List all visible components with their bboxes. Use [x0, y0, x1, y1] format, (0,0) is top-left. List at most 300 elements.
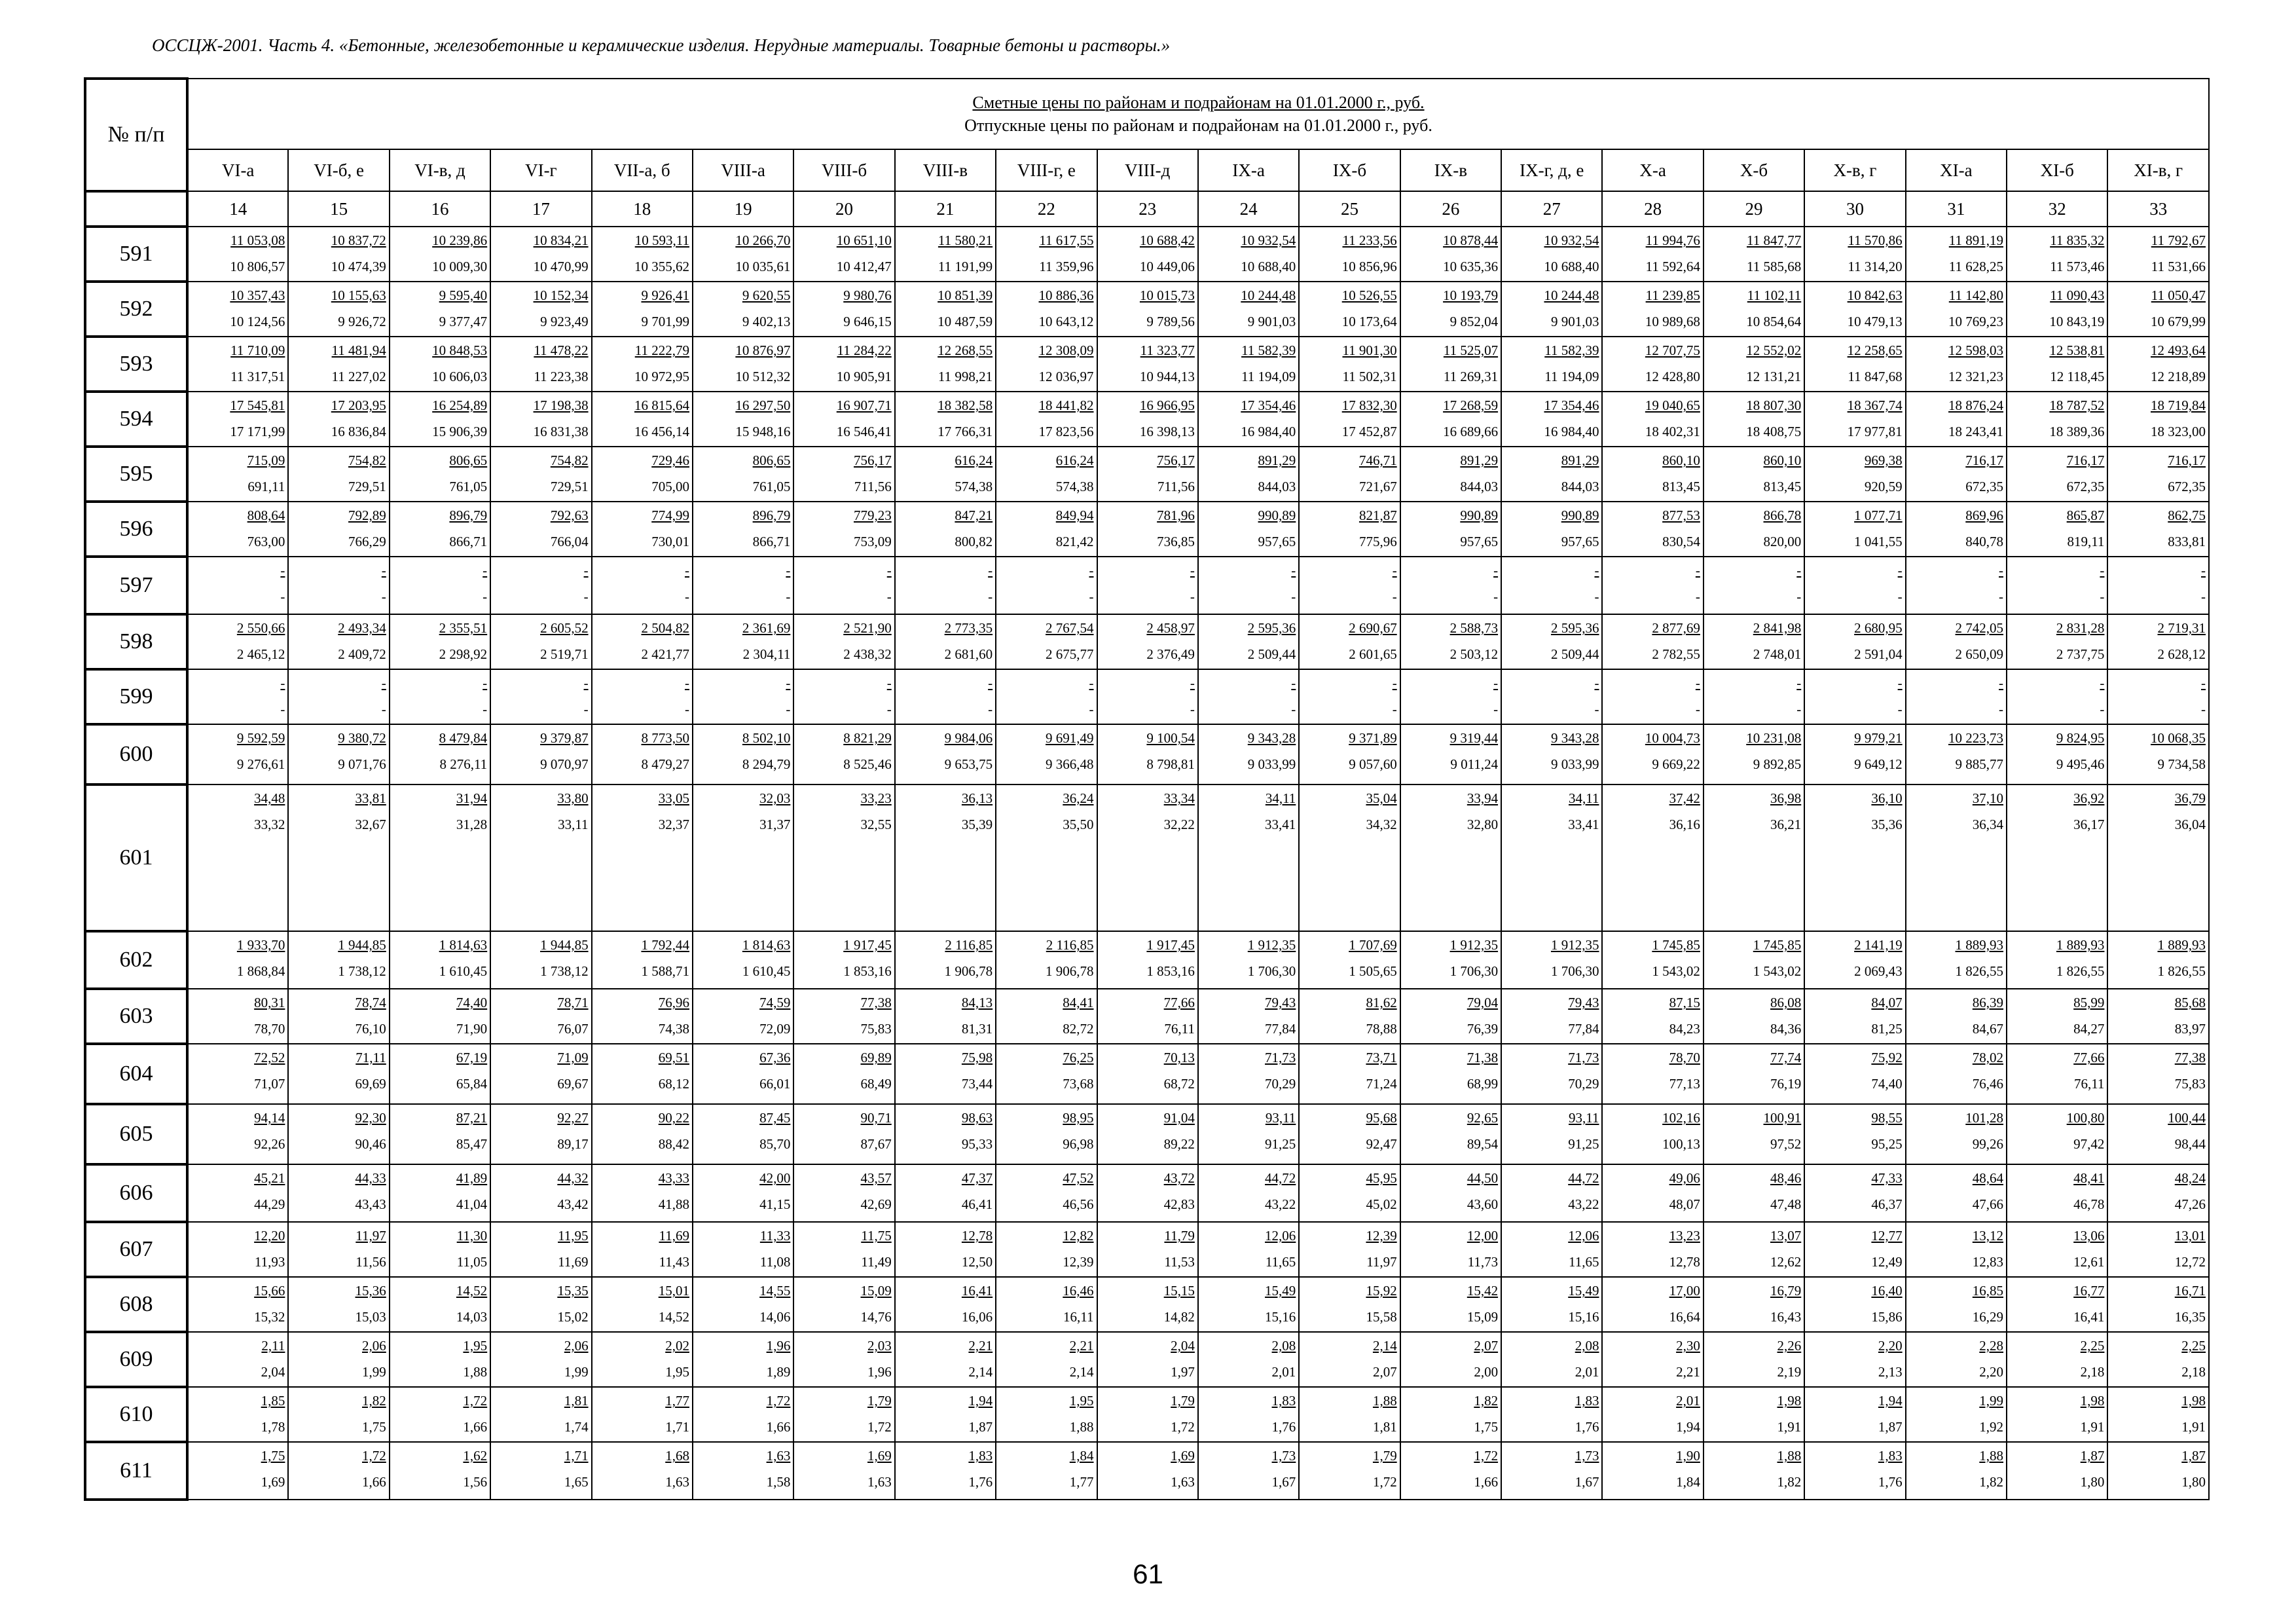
item-number: 600 — [85, 724, 187, 784]
estimated-price: 11 323,77 — [1140, 342, 1195, 358]
release-price: 32,67 — [355, 817, 386, 832]
release-price: 1 738,12 — [338, 963, 386, 979]
estimated-price: 75,98 — [961, 1050, 993, 1065]
release-price: 9 057,60 — [1349, 756, 1397, 772]
estimated-price: - — [988, 675, 993, 691]
price-cell — [1501, 282, 1602, 337]
price-cell — [1299, 282, 1400, 337]
estimated-price: 2 742,05 — [1955, 620, 2004, 636]
price-cell — [288, 557, 389, 614]
estimated-price: 91,04 — [1163, 1110, 1195, 1126]
release-price: 16 456,14 — [634, 424, 689, 439]
estimated-price: 36,79 — [2174, 790, 2206, 806]
release-price: 15,58 — [1366, 1309, 1397, 1325]
price-cell — [1704, 1222, 1804, 1277]
release-price: 77,13 — [1669, 1076, 1700, 1092]
estimated-price: 1,87 — [2181, 1448, 2206, 1464]
price-cell — [2007, 931, 2107, 989]
price-cell — [187, 282, 288, 337]
release-price: 1 588,71 — [641, 963, 689, 979]
estimated-price: - — [381, 675, 386, 691]
release-price: 9 789,56 — [1146, 314, 1195, 329]
estimated-price: 8 773,50 — [641, 730, 689, 746]
estimated-price: 18 787,52 — [2049, 397, 2105, 413]
price-cell — [1906, 669, 2007, 724]
release-price: 43,22 — [1568, 1196, 1599, 1212]
estimated-price: 48,46 — [1770, 1170, 1802, 1186]
release-price: 8 525,46 — [843, 756, 892, 772]
column-number: 19 — [693, 191, 793, 227]
estimated-price: 102,16 — [1662, 1110, 1700, 1126]
release-price: 88,42 — [658, 1136, 689, 1152]
release-price: 15,86 — [1871, 1309, 1903, 1325]
estimated-price: 1 912,35 — [1550, 937, 1599, 953]
price-cell — [288, 392, 389, 447]
price-cell — [2107, 392, 2209, 447]
release-price: 11,73 — [1467, 1254, 1499, 1270]
price-cell — [1906, 724, 2007, 784]
estimated-price: 87,45 — [759, 1110, 791, 1126]
price-cell — [390, 1164, 490, 1222]
release-price: 766,29 — [348, 534, 386, 549]
price-cell — [1804, 447, 1905, 502]
estimated-price: 862,75 — [2168, 507, 2206, 523]
estimated-price: 1 077,71 — [1854, 507, 1903, 523]
release-price: 82,72 — [1063, 1021, 1094, 1037]
price-cell — [793, 392, 894, 447]
estimated-price: 9 380,72 — [338, 730, 386, 746]
price-cell — [1602, 1332, 1703, 1387]
release-price: - — [583, 589, 589, 604]
estimated-price: 716,17 — [1965, 452, 2004, 468]
estimated-price: 2,21 — [968, 1338, 993, 1354]
price-cell — [2107, 502, 2209, 557]
price-cell — [592, 614, 693, 669]
release-price: 820,00 — [1763, 534, 1802, 549]
release-price: 2,18 — [2080, 1364, 2105, 1380]
release-price: 14,76 — [860, 1309, 892, 1325]
price-cell — [996, 447, 1097, 502]
price-cell — [1906, 931, 2007, 989]
estimated-price: 10 004,73 — [1645, 730, 1700, 746]
estimated-price: 990,89 — [1258, 507, 1296, 523]
estimated-price: 9 979,21 — [1854, 730, 1903, 746]
release-price: 9 923,49 — [540, 314, 589, 329]
release-price: - — [1089, 589, 1094, 604]
price-cell — [895, 392, 996, 447]
item-number: 599 — [85, 669, 187, 724]
estimated-price: 2,11 — [261, 1338, 285, 1354]
release-price: 10 355,62 — [634, 259, 689, 274]
price-cell — [288, 669, 389, 724]
estimated-price: 93,11 — [1265, 1110, 1296, 1126]
estimated-price: 12 538,81 — [2049, 342, 2105, 358]
release-price: 15 948,16 — [735, 424, 791, 439]
price-cell — [1602, 447, 1703, 502]
estimated-price: 8 479,84 — [439, 730, 488, 746]
estimated-price: 80,31 — [254, 995, 285, 1010]
price-cell — [592, 282, 693, 337]
release-price: - — [280, 589, 285, 604]
price-cell — [793, 447, 894, 502]
estimated-price: 92,27 — [557, 1110, 589, 1126]
estimated-price: - — [1493, 563, 1499, 578]
price-cell — [288, 502, 389, 557]
release-price: 957,65 — [1258, 534, 1296, 549]
release-price: 813,45 — [1662, 479, 1700, 494]
estimated-price: 13,01 — [2174, 1228, 2206, 1244]
price-cell — [288, 1104, 389, 1164]
price-cell — [895, 614, 996, 669]
price-cell — [996, 282, 1097, 337]
price-cell — [793, 282, 894, 337]
price-cell — [592, 1044, 693, 1104]
price-cell — [390, 447, 490, 502]
estimated-price: 10 593,11 — [634, 232, 689, 248]
table-row — [85, 337, 2209, 392]
release-price: 705,00 — [651, 479, 689, 494]
estimated-price: 10 193,79 — [1443, 287, 1499, 303]
price-cell — [2107, 1387, 2209, 1442]
release-price: 95,25 — [1871, 1136, 1903, 1152]
estimated-price: 16,79 — [1770, 1283, 1802, 1299]
release-price: 844,03 — [1460, 479, 1499, 494]
estimated-price: 1,98 — [2181, 1393, 2206, 1409]
price-cell — [187, 784, 288, 931]
release-price: 46,56 — [1063, 1196, 1094, 1212]
price-cell — [187, 557, 288, 614]
estimated-price: 12,06 — [1265, 1228, 1296, 1244]
release-price: - — [786, 701, 791, 717]
table-row — [85, 282, 2209, 337]
estimated-price: 75,92 — [1871, 1050, 1903, 1065]
estimated-price: 1,72 — [362, 1448, 386, 1464]
column-number: 25 — [1299, 191, 1400, 227]
estimated-price: 808,64 — [247, 507, 285, 523]
price-cell — [390, 1044, 490, 1104]
release-price: 76,07 — [557, 1021, 589, 1037]
item-number: 610 — [85, 1387, 187, 1442]
price-cell — [1400, 1387, 1501, 1442]
estimated-price: 2,08 — [1575, 1338, 1599, 1354]
release-price: 1 738,12 — [540, 963, 589, 979]
price-cell — [2107, 1332, 2209, 1387]
price-cell — [793, 1277, 894, 1332]
price-cell — [1501, 447, 1602, 502]
price-cell — [693, 227, 793, 282]
table-row — [85, 227, 2209, 282]
price-cell — [996, 669, 1097, 724]
table-title-row — [85, 79, 2209, 149]
release-price: 10 905,91 — [836, 369, 892, 384]
release-price: 2 409,72 — [338, 646, 386, 662]
release-price: 10 944,13 — [1139, 369, 1195, 384]
column-number: 24 — [1198, 191, 1299, 227]
region-header: VI-г — [490, 149, 591, 191]
estimated-price: - — [1897, 675, 1903, 691]
release-price: 11,97 — [1366, 1254, 1397, 1270]
price-cell — [996, 502, 1097, 557]
price-cell — [490, 784, 591, 931]
price-cell — [693, 392, 793, 447]
price-cell — [490, 557, 591, 614]
estimated-price: 11 053,08 — [230, 232, 285, 248]
price-cell — [1602, 669, 1703, 724]
release-price: 87,67 — [860, 1136, 892, 1152]
release-price: 10 688,40 — [1544, 259, 1599, 274]
release-price: 10 679,99 — [2151, 314, 2206, 329]
release-price: 1,76 — [1878, 1474, 1903, 1490]
price-cell — [390, 392, 490, 447]
release-price: - — [1291, 701, 1296, 717]
estimated-price: 754,82 — [348, 452, 386, 468]
price-cell — [1299, 502, 1400, 557]
release-price: 18 402,31 — [1645, 424, 1700, 439]
release-price: 74,40 — [1871, 1076, 1903, 1092]
price-cell — [996, 1044, 1097, 1104]
price-cell — [895, 784, 996, 931]
release-price: 99,26 — [1972, 1136, 2004, 1152]
release-price: - — [1796, 701, 1802, 717]
price-cell — [1400, 1104, 1501, 1164]
release-price: 1 706,30 — [1247, 963, 1296, 979]
item-number: 591 — [85, 227, 187, 282]
estimated-price: 36,10 — [1871, 790, 1903, 806]
release-price: 1,67 — [1575, 1474, 1599, 1490]
estimated-price: 48,41 — [2073, 1170, 2105, 1186]
release-price: - — [1089, 701, 1094, 717]
estimated-price: 1 889,93 — [1955, 937, 2004, 953]
estimated-price: 877,53 — [1662, 507, 1700, 523]
estimated-price: 2 550,66 — [236, 620, 285, 636]
release-price: - — [2100, 589, 2105, 604]
estimated-price: 11 284,22 — [837, 342, 892, 358]
price-cell — [1602, 337, 1703, 392]
estimated-price: 79,04 — [1467, 995, 1499, 1010]
price-cell — [1704, 724, 1804, 784]
item-number: 592 — [85, 282, 187, 337]
estimated-price: 1,96 — [766, 1338, 791, 1354]
region-header: IX-г, д, е — [1501, 149, 1602, 191]
estimated-price: 41,89 — [456, 1170, 488, 1186]
release-price: 18 323,00 — [2151, 424, 2206, 439]
release-price: 1 041,55 — [1854, 534, 1903, 549]
release-price: 1,74 — [564, 1419, 589, 1435]
estimated-price: 12 258,65 — [1847, 342, 1903, 358]
release-price: 2,18 — [2181, 1364, 2206, 1380]
release-price: 2 069,43 — [1854, 963, 1903, 979]
item-number: 606 — [85, 1164, 187, 1222]
release-price: 10 470,99 — [533, 259, 589, 274]
price-cell — [490, 1442, 591, 1500]
release-price: 9 701,99 — [641, 314, 689, 329]
release-price: 813,45 — [1763, 479, 1802, 494]
price-cell — [288, 282, 389, 337]
estimated-price: 1,63 — [766, 1448, 791, 1464]
price-cell — [1400, 227, 1501, 282]
price-cell — [2007, 557, 2107, 614]
release-price: 11 194,09 — [1544, 369, 1599, 384]
estimated-price: 1 814,63 — [742, 937, 791, 953]
release-price: 17 171,99 — [230, 424, 285, 439]
estimated-price: 1,79 — [1372, 1448, 1397, 1464]
table-row — [85, 1222, 2209, 1277]
estimated-price: 11,33 — [759, 1228, 791, 1244]
estimated-price: 10 842,63 — [1847, 287, 1903, 303]
price-cell — [793, 724, 894, 784]
estimated-price: 84,41 — [1063, 995, 1094, 1010]
price-cell — [490, 614, 591, 669]
price-cell — [1501, 1332, 1602, 1387]
estimated-price: 16 254,89 — [432, 397, 488, 413]
item-number: 609 — [85, 1332, 187, 1387]
release-price: 81,31 — [961, 1021, 993, 1037]
release-price: 74,38 — [658, 1021, 689, 1037]
estimated-price: 93,11 — [1568, 1110, 1599, 1126]
estimated-price: 10 155,63 — [331, 287, 386, 303]
price-cell — [1198, 282, 1299, 337]
estimated-price: 2 361,69 — [742, 620, 791, 636]
price-cell — [2007, 1044, 2107, 1104]
price-cell — [895, 669, 996, 724]
release-price: - — [886, 589, 892, 604]
price-cell — [390, 227, 490, 282]
release-price: 76,46 — [1972, 1076, 2004, 1092]
price-cell — [390, 784, 490, 931]
estimated-price: 12,39 — [1366, 1228, 1397, 1244]
region-header: IX-а — [1198, 149, 1299, 191]
price-cell — [1906, 1044, 2007, 1104]
release-price: - — [1392, 701, 1397, 717]
price-cell — [1299, 392, 1400, 447]
price-cell — [288, 614, 389, 669]
release-price: 16 831,38 — [533, 424, 589, 439]
release-price: 1,78 — [261, 1419, 285, 1435]
estimated-price: 2,01 — [1676, 1393, 1700, 1409]
estimated-price: 1,75 — [261, 1448, 285, 1464]
estimated-price: 43,72 — [1163, 1170, 1195, 1186]
release-price: 9 276,61 — [236, 756, 285, 772]
estimated-price: 1,88 — [1979, 1448, 2004, 1464]
release-price: 9 070,97 — [540, 756, 589, 772]
price-cell — [288, 989, 389, 1044]
release-price: 16,41 — [2073, 1309, 2105, 1325]
price-cell — [1602, 1104, 1703, 1164]
estimated-price: 44,32 — [557, 1170, 589, 1186]
price-cell — [288, 784, 389, 931]
release-price: 711,56 — [1157, 479, 1195, 494]
release-price: 31,28 — [456, 817, 488, 832]
table-row — [85, 502, 2209, 557]
price-cell — [2007, 337, 2107, 392]
estimated-price: - — [583, 563, 589, 578]
release-price: 17 766,31 — [938, 424, 993, 439]
estimated-price: 15,15 — [1163, 1283, 1195, 1299]
price-cell — [1501, 1044, 1602, 1104]
estimated-price: 98,63 — [961, 1110, 993, 1126]
estimated-price: 17,00 — [1669, 1283, 1700, 1299]
release-price: - — [1190, 701, 1195, 717]
region-header: VIII-д — [1097, 149, 1198, 191]
price-cell — [1097, 784, 1198, 931]
release-price: 11,69 — [558, 1254, 589, 1270]
release-price: 10 989,68 — [1645, 314, 1700, 329]
estimated-price: 1,85 — [261, 1393, 285, 1409]
estimated-price: - — [583, 675, 589, 691]
price-cell — [1299, 1277, 1400, 1332]
price-cell — [1299, 784, 1400, 931]
release-price: 68,72 — [1163, 1076, 1195, 1092]
estimated-price: 67,36 — [759, 1050, 791, 1065]
estimated-price: 43,57 — [860, 1170, 892, 1186]
release-price: 1,87 — [968, 1419, 993, 1435]
estimated-price: 990,89 — [1460, 507, 1499, 523]
release-price: 800,82 — [955, 534, 993, 549]
release-price: 71,24 — [1366, 1076, 1397, 1092]
price-cell — [793, 989, 894, 1044]
estimated-price: - — [1493, 675, 1499, 691]
price-cell — [2007, 1277, 2107, 1332]
price-cell — [793, 669, 894, 724]
price-cell — [1097, 1164, 1198, 1222]
estimated-price: - — [1999, 563, 2004, 578]
estimated-price: 2 493,34 — [338, 620, 386, 636]
region-header: X-в, г — [1804, 149, 1905, 191]
estimated-price: 716,17 — [2066, 452, 2105, 468]
release-price: 1,95 — [665, 1364, 689, 1380]
price-cell — [2107, 1277, 2209, 1332]
estimated-price: 2,07 — [1474, 1338, 1499, 1354]
estimated-price: 806,65 — [449, 452, 488, 468]
estimated-price: 73,71 — [1366, 1050, 1397, 1065]
price-cell — [592, 931, 693, 989]
release-price: 33,41 — [1265, 817, 1296, 832]
estimated-price: 2 504,82 — [641, 620, 689, 636]
estimated-price: 87,21 — [456, 1110, 488, 1126]
item-number: 608 — [85, 1277, 187, 1332]
release-price: 9 646,15 — [843, 314, 892, 329]
estimated-price: 100,44 — [2168, 1110, 2206, 1126]
estimated-price: 94,14 — [254, 1110, 285, 1126]
price-cell — [1299, 1164, 1400, 1222]
price-cell — [1400, 502, 1501, 557]
estimated-price: 990,89 — [1561, 507, 1599, 523]
release-price: 1,76 — [1271, 1419, 1296, 1435]
price-cell — [1804, 784, 1905, 931]
release-price: 11,43 — [659, 1254, 689, 1270]
price-cell — [1299, 447, 1400, 502]
estimated-price: 12 268,55 — [938, 342, 993, 358]
release-price: 10 412,47 — [836, 259, 892, 274]
estimated-price: 11 994,76 — [1645, 232, 1700, 248]
release-price: 1,99 — [362, 1364, 386, 1380]
price-cell — [1400, 989, 1501, 1044]
estimated-price: 16,85 — [1972, 1283, 2004, 1299]
price-cell — [895, 1044, 996, 1104]
estimated-price: 756,17 — [853, 452, 892, 468]
estimated-price: - — [1796, 675, 1802, 691]
estimated-price: 90,71 — [860, 1110, 892, 1126]
release-price: - — [1594, 589, 1599, 604]
release-price: 1,88 — [1069, 1419, 1094, 1435]
estimated-price: 11 570,86 — [1848, 232, 1903, 248]
release-price: 100,13 — [1662, 1136, 1700, 1152]
estimated-price: 1,82 — [1474, 1393, 1499, 1409]
price-cell — [1198, 392, 1299, 447]
price-cell — [1804, 1164, 1905, 1222]
estimated-price: 1,71 — [564, 1448, 589, 1464]
release-price: 68,49 — [860, 1076, 892, 1092]
